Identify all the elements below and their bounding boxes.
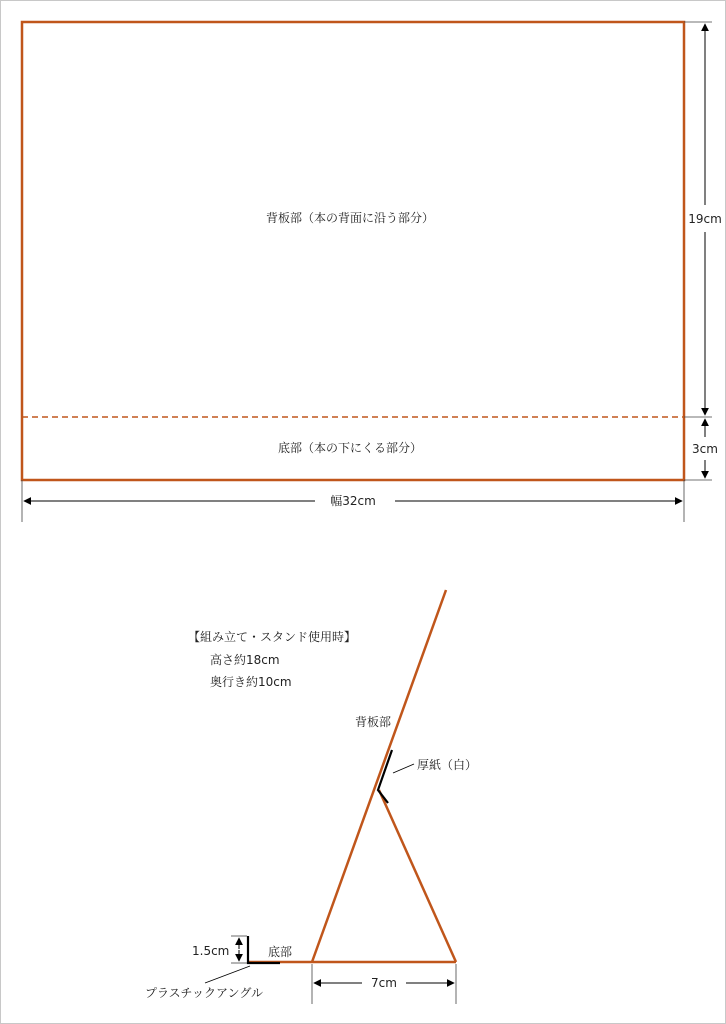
top-diagram [22,22,722,522]
height-info: 高さ約18cm [210,653,280,667]
dim-1-5cm-label: 1.5cm [192,944,230,958]
back-panel-label: 背板部（本の背面に沿う部分） [265,211,435,225]
dim-3cm-label: 3cm [692,442,718,456]
plastic-angle-label: プラスチックアングル [145,986,263,1000]
plastic-angle-leader-line [205,966,250,983]
cardboard-leader-line [393,764,414,773]
depth-info: 奥行き約10cm [210,675,292,689]
cardboard-label: 厚紙（白） [417,758,478,772]
page-border [1,1,726,1024]
pattern-outline [22,22,684,480]
stand-back-label: 背板部 [355,715,392,729]
dim-19cm-label: 19cm [688,212,722,226]
bottom-diagram [145,590,477,1004]
bottom-panel-label: 底部（本の下にくる部分） [277,441,423,455]
dim-width-label: 幅32cm [330,494,376,508]
strut-line [379,790,456,962]
dim-7cm-label: 7cm [371,976,397,990]
assembly-title: 【組み立て・スタンド使用時】 [188,630,357,644]
back-panel-line [312,590,446,962]
stand-bottom-label: 底部 [268,945,293,959]
